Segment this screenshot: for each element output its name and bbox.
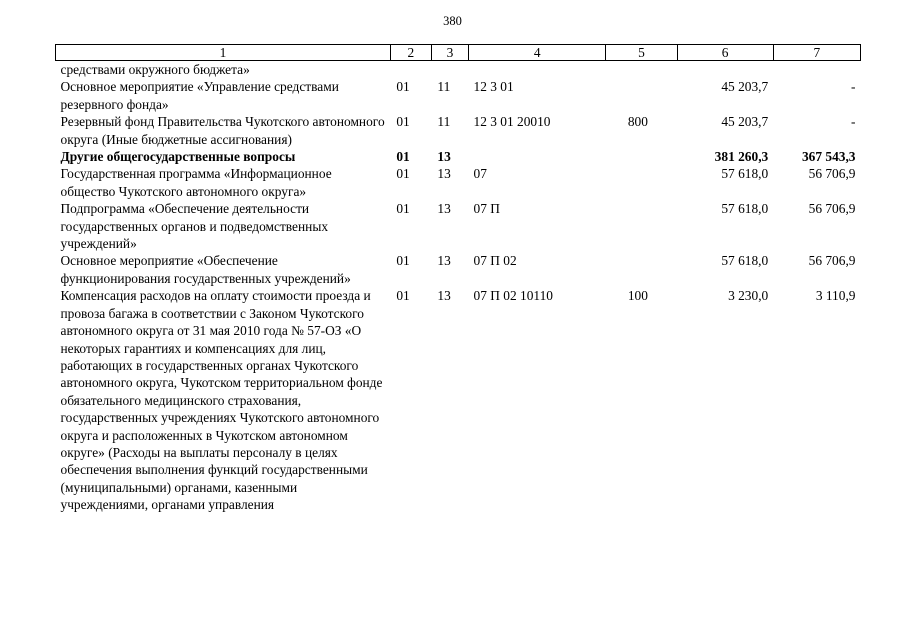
table-row <box>56 61 861 79</box>
row-expense-type <box>606 61 677 79</box>
table-header-row <box>56 45 861 61</box>
row-name: Основное мероприятие «Обеспечение функционирования государственных учреждений» <box>60 253 351 286</box>
row-section: 01 <box>396 79 410 95</box>
row-amount-1: 57 618,0 <box>721 201 769 217</box>
row-expense-type <box>606 200 677 252</box>
header-col-5: 5 <box>606 45 677 61</box>
row-section: 01 <box>396 201 410 217</box>
row-amount-2: 56 706,9 <box>808 201 856 217</box>
row-section: 01 <box>396 149 410 165</box>
row-amount-1 <box>677 61 773 79</box>
row-target-article: 07 П <box>473 201 500 217</box>
table-row <box>56 252 861 287</box>
row-amount-2: 3 110,9 <box>815 288 856 304</box>
row-subsection: 11 <box>437 114 451 130</box>
row-amount-2: - <box>851 114 856 130</box>
row-amount-2: - <box>851 79 856 95</box>
row-amount-2: 56 706,9 <box>808 166 856 182</box>
table-row <box>56 200 861 252</box>
row-name: Компенсация расходов на оплату стоимости проезда и провоза багажа в соответствии с Законом Чукотского автономного округа от 31 мая 2010 года № 57-ОЗ «О некоторых гарантиях и компенсациях для лиц, работающих в государственных органах Чукотского автономного округа, Чукотском территориальном фонде обязательного медицинского страхования, государственных учреждениях Чукотского автономного округа и расположенных в Чукотском автономном округе» (Расходы на выплаты персоналу в целях обеспечения выполнения функций государственными (муниципальными) органами, казенными учреждениями, органами управления <box>60 288 383 513</box>
row-name: Резервный фонд Правительства Чукотского автономного округа (Иные бюджетные ассигнования) <box>60 114 385 147</box>
row-name: Основное мероприятие «Управление средствами резервного фонда» <box>60 79 339 112</box>
header-col-4: 4 <box>469 45 606 61</box>
row-target-article: 07 <box>473 166 487 182</box>
row-expense-type: 100 <box>627 288 648 304</box>
row-name: средствами окружного бюджета» <box>60 62 250 77</box>
row-amount-2: 56 706,9 <box>808 253 856 269</box>
row-expense-type <box>606 165 677 200</box>
row-amount-2: 367 543,3 <box>801 149 856 165</box>
header-col-7: 7 <box>773 45 860 61</box>
row-target-article: 07 П 02 <box>473 253 517 269</box>
row-target-article <box>469 61 606 79</box>
row-name: Подпрограмма «Обеспечение деятельности государственных органов и подведомственных учреждений» <box>60 201 329 252</box>
table-row <box>56 165 861 200</box>
row-subsection: 13 <box>437 288 451 304</box>
header-col-2: 2 <box>390 45 431 61</box>
row-name: Государственная программа «Информационное общество Чукотского автономного округа» <box>60 166 332 199</box>
row-subsection: 13 <box>437 253 451 269</box>
row-name: Другие общегосударственные вопросы <box>60 149 296 165</box>
row-target-article: 12 3 01 <box>473 79 514 95</box>
table-row <box>56 287 861 513</box>
row-section: 01 <box>396 253 410 269</box>
row-amount-1: 45 203,7 <box>721 114 769 130</box>
header-col-6: 6 <box>677 45 773 61</box>
table-row <box>56 113 861 148</box>
row-subsection: 13 <box>437 201 451 217</box>
row-subsection: 13 <box>437 149 451 165</box>
row-expense-type <box>606 78 677 113</box>
row-section: 01 <box>396 166 410 182</box>
row-subsection: 13 <box>437 166 451 182</box>
row-section: 01 <box>396 114 410 130</box>
row-amount-1: 57 618,0 <box>721 253 769 269</box>
table-row <box>56 78 861 113</box>
row-subsection <box>431 61 468 79</box>
row-subsection: 11 <box>437 79 451 95</box>
row-amount-1: 57 618,0 <box>721 166 769 182</box>
row-expense-type <box>606 148 677 165</box>
row-amount-2 <box>773 61 860 79</box>
table-row-bold <box>56 148 861 165</box>
table-body <box>56 45 861 514</box>
row-target-article <box>469 148 606 165</box>
row-expense-type: 800 <box>627 114 648 130</box>
row-amount-1: 3 230,0 <box>728 288 769 304</box>
header-col-1: 1 <box>56 45 391 61</box>
row-amount-1: 381 260,3 <box>714 149 769 165</box>
budget-table <box>55 44 861 514</box>
row-section: 01 <box>396 288 410 304</box>
page-number: 380 <box>443 14 462 28</box>
row-section <box>390 61 431 79</box>
row-expense-type <box>606 252 677 287</box>
row-amount-1: 45 203,7 <box>721 79 769 95</box>
row-target-article: 07 П 02 10110 <box>473 288 553 304</box>
header-col-3: 3 <box>431 45 468 61</box>
row-target-article: 12 3 01 20010 <box>473 114 551 130</box>
